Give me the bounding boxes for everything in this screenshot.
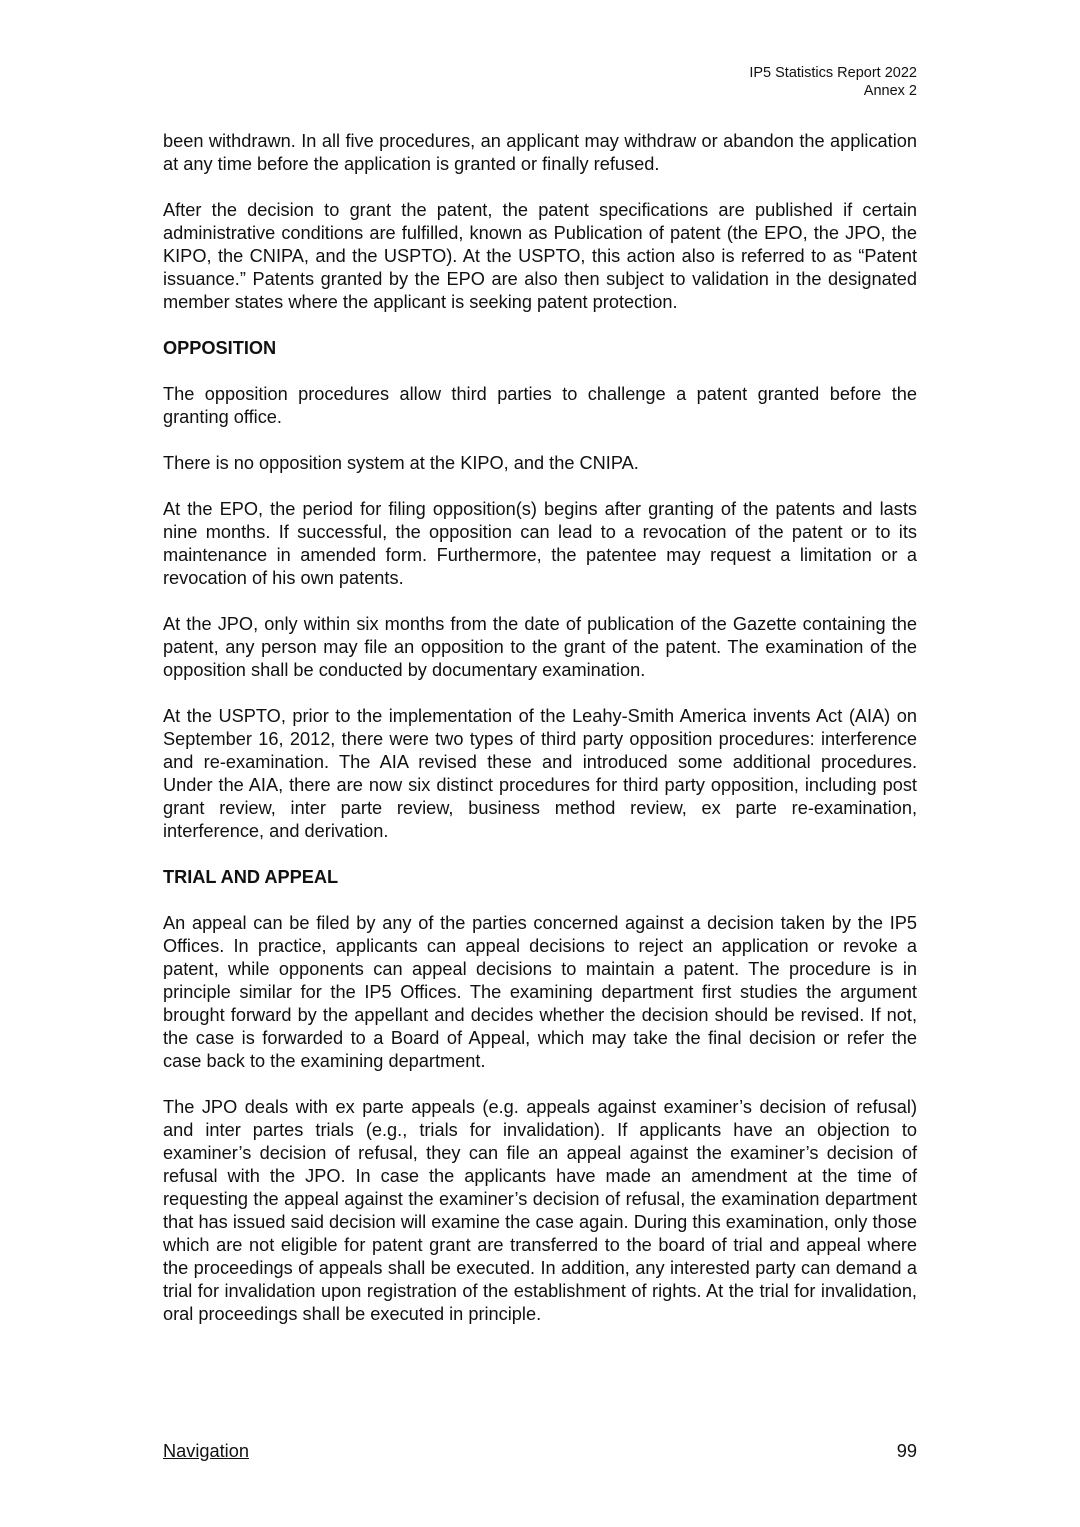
paragraph-publication: After the decision to grant the patent, the patent specifications are published if certain administrative conditions are fulfilled, known as Publication of patent (the EPO, the JPO, the KIPO, the CNIPA, and the USPTO). At the USPTO, this action also is referred to as “Patent issuance.” Patents granted by the EPO are also then subject to validation in the designated member states where the applicant is seeking patent protection. xyxy=(163,200,917,312)
page-number: 99 xyxy=(896,1441,917,1461)
page-header xyxy=(749,64,917,100)
paragraph-jpo-opposition: At the JPO, only within six months from the date of publication of the Gazette containing the patent, any person may file an opposition to the grant of the patent. The examination of the opposition shall be conducted by documentary examination. xyxy=(163,614,917,680)
page-body xyxy=(163,130,917,1349)
section-heading-trial-appeal: TRIAL AND APPEAL xyxy=(163,867,339,887)
paragraph-uspto-opposition: At the USPTO, prior to the implementation of the Leahy-Smith America invents Act (AIA) on September 16, 2012, there were two types of third party opposition procedures: interference and re-examination. The AIA revised these and introduced some additional procedures. Under the AIA, there are now six distinct procedures for third party opposition, including post grant review, inter parte review, business method review, ex parte re-examination, interference, and derivation. xyxy=(163,706,917,841)
paragraph-no-opposition: There is no opposition system at the KIPO, and the CNIPA. xyxy=(163,453,639,473)
paragraph-jpo-appeal: The JPO deals with ex parte appeals (e.g. appeals against examiner’s decision of refusal) and inter partes trials (e.g., trials for invalidation). If applicants have an objection to examiner’s decision of refusal, they can file an appeal against the examiner’s decision of refusal with the JPO. In case the applicants have made an amendment at the time of requesting the appeal against the examiner’s decision of refusal, the examination department that has issued said decision will examine the case again. During this examination, only those which are not eligible for patent grant are transferred to the board of trial and appeal where the proceedings of appeals shall be executed. In addition, any interested party can demand a trial for invalidation upon registration of the establishment of rights. At the trial for invalidation, oral proceedings shall be executed in principle. xyxy=(163,1097,917,1324)
section-heading-opposition: OPPOSITION xyxy=(163,338,277,358)
paragraph-withdrawal: been withdrawn. In all five procedures, an applicant may withdraw or abandon the application at any time before the application is granted or finally refused. xyxy=(163,131,917,174)
report-title: IP5 Statistics Report 2022 xyxy=(749,65,917,81)
navigation-link[interactable]: Navigation xyxy=(163,1441,249,1461)
annex-label: Annex 2 xyxy=(863,83,917,99)
paragraph-appeal-general: An appeal can be filed by any of the parties concerned against a decision taken by the IP5 Offices. In practice, applicants can appeal decisions to reject an application or revoke a patent, while opponents can appeal decisions to maintain a patent. The procedure is in principle similar for the IP5 Offices. The examining department first studies the argument brought forward by the appellant and decides whether the decision should be revised. If not, the case is forwarded to a Board of Appeal, which may take the final decision or refer the case back to the examining department. xyxy=(163,913,917,1071)
paragraph-epo-opposition: At the EPO, the period for filing opposition(s) begins after granting of the patents and lasts nine months. If successful, the opposition can lead to a revocation of the patent or to its maintenance in amended form. Furthermore, the patentee may request a limitation or a revocation of his own patents. xyxy=(163,499,917,588)
paragraph-opposition-intro: The opposition procedures allow third parties to challenge a patent granted before the granting office. xyxy=(163,384,917,427)
